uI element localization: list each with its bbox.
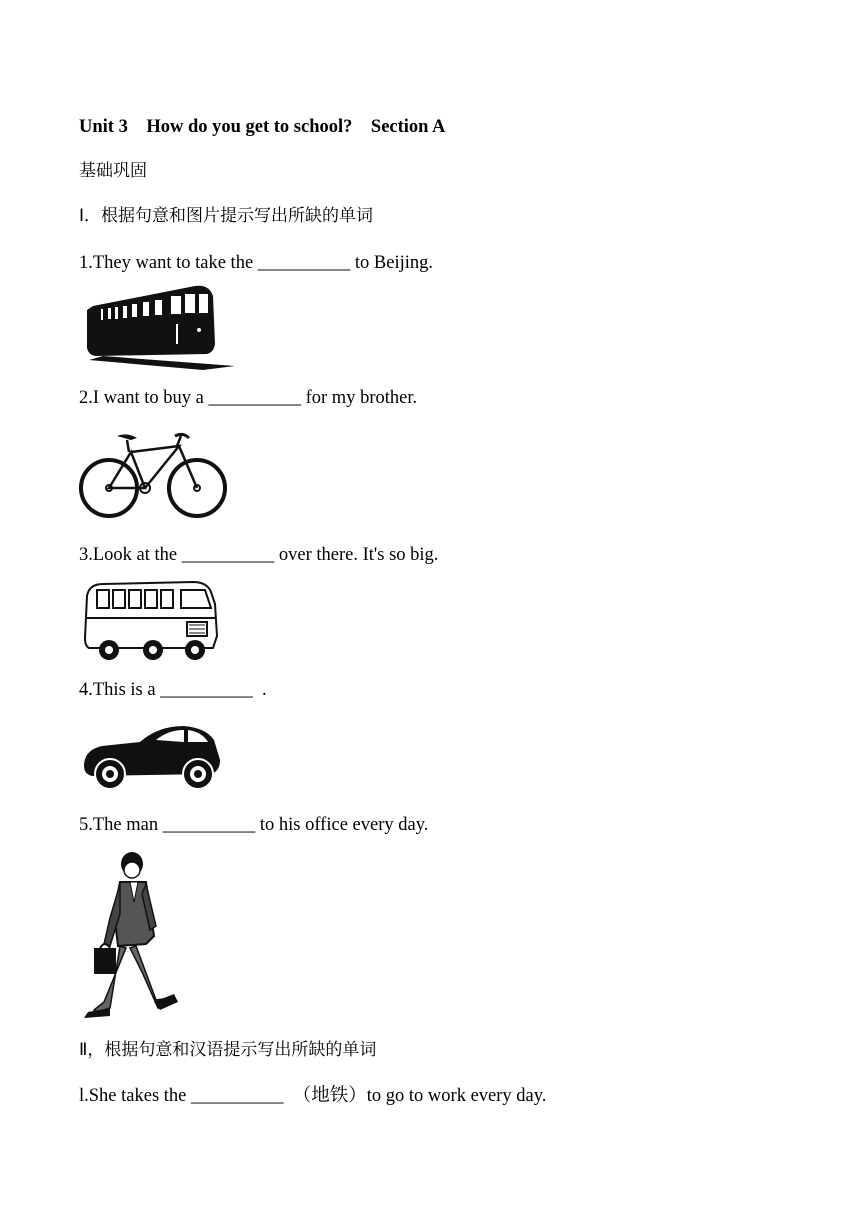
part2-heading: Ⅱ，根据句意和汉语提示写出所缺的单词 xyxy=(79,1040,377,1060)
item-text: （地铁）to go to work every day. xyxy=(283,1086,547,1106)
bicycle-icon xyxy=(79,430,229,520)
answer-blank[interactable]: __________ xyxy=(181,545,275,565)
answer-blank[interactable]: __________ xyxy=(160,680,253,700)
item-text: over there. It's so big. xyxy=(274,545,439,565)
item-text: l.She takes the xyxy=(79,1086,192,1106)
exercise-item-5 xyxy=(79,816,428,835)
item-text: to his office every day. xyxy=(255,815,429,835)
item-text: to Beijing. xyxy=(350,253,434,273)
exercise-item-part2-1 xyxy=(79,1087,546,1106)
exercise-item-3 xyxy=(79,546,438,565)
item-text: 1.They want to take the xyxy=(79,253,258,273)
exercise-item-2 xyxy=(79,389,417,408)
walking-man-icon xyxy=(80,852,180,1020)
answer-blank[interactable]: __________ xyxy=(162,815,256,835)
item-text: for my brother. xyxy=(300,388,418,408)
answer-blank[interactable]: __________ xyxy=(257,253,351,273)
car-icon xyxy=(80,720,222,794)
section-label: 基础巩固 xyxy=(79,161,147,181)
item-text: 5.The man xyxy=(79,815,163,835)
answer-blank[interactable]: __________ xyxy=(191,1086,284,1106)
train-icon xyxy=(83,284,235,370)
part1-heading: Ⅰ．根据句意和图片提示写出所缺的单词 xyxy=(79,206,374,226)
exercise-item-1 xyxy=(79,254,433,273)
item-text: 2.I want to buy a xyxy=(79,388,209,408)
item-text: 3.Look at the xyxy=(79,545,182,565)
bus-icon xyxy=(83,578,221,662)
exercise-item-4 xyxy=(79,681,267,700)
item-text: . xyxy=(252,680,267,700)
answer-blank[interactable]: __________ xyxy=(208,388,301,408)
item-text: 4.This is a xyxy=(79,680,161,700)
worksheet-title: Unit 3 How do you get to school? Section A xyxy=(79,117,446,137)
